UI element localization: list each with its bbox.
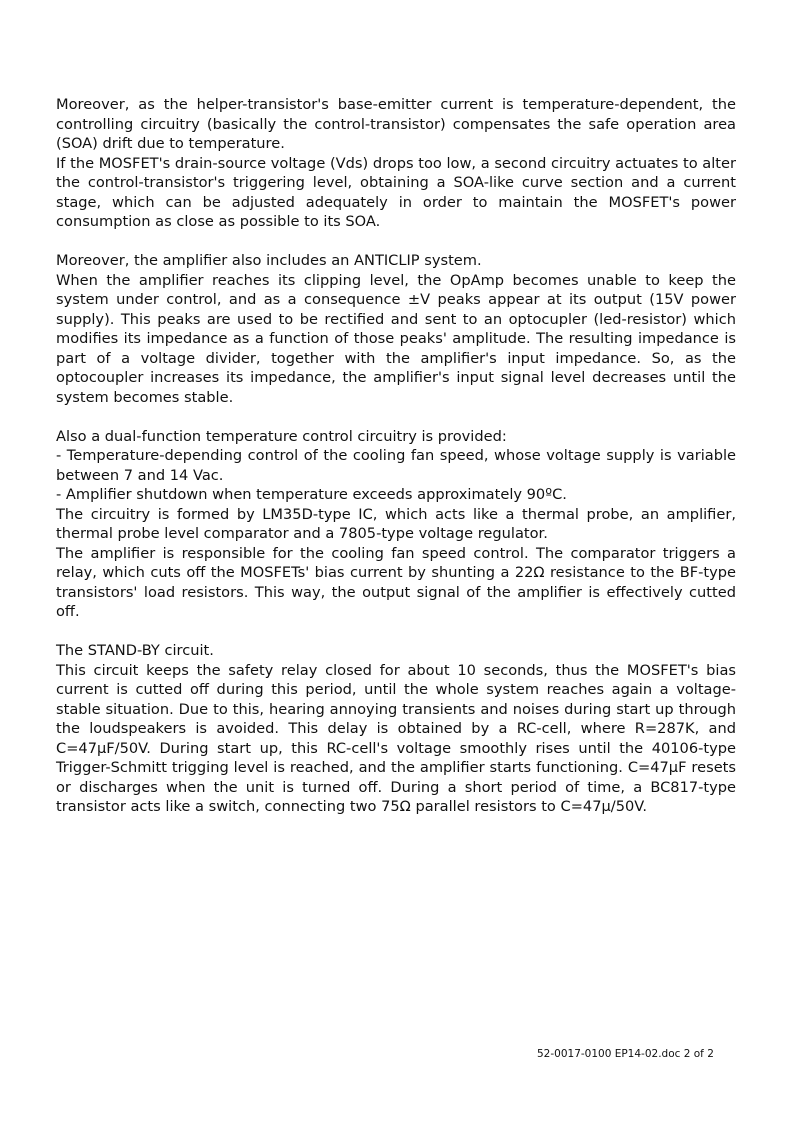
paragraph: Moreover, as the helper-transistor's base-emitter current is temperature-dependent, the controlling circuitry (basically the control-transistor) compensates the safe operation area (SOA) drift due to temperature. [56,96,736,152]
document-body [56,95,736,817]
paragraph: The amplifier is responsible for the cooling fan speed control. The comparator triggers a relay, which cuts off the MOSFETs' bias current by shunting a 22Ω resistance to the BF-type transistors' load resistors. This way, the output signal of the amplifier is effectively cutted off. [56,544,736,620]
paragraph: The STAND-BY circuit. [56,642,214,659]
paragraph: Moreover, the amplifier also includes an ANTICLIP system. [56,252,482,269]
paragraph: When the amplifier reaches its clipping level, the OpAmp becomes unable to keep the system under control, and as a consequence ±V peaks appear at its output (15V power supply). This peaks are used to be rectified and sent to an optocupler (led-resistor) which modifies its impedance as a function of those peaks' amplitude. The resulting impedance is part of a voltage divider, together with the amplifier's input impedance. So, as the optocoupler increases its impedance, the amplifier's input signal level decreases until the system becomes stable. [56,271,736,406]
paragraph: - Amplifier shutdown when temperature exceeds approximately 90ºC. [56,486,567,503]
page-footer: 52-0017-0100 EP14-02.doc 2 of 2 [537,1048,714,1060]
paragraph: - Temperature-depending control of the cooling fan speed, whose voltage supply is variable between 7 and 14 Vac. [56,447,736,484]
paragraph: Also a dual-function temperature control circuitry is provided: [56,427,507,445]
anticlip-section [56,251,736,407]
standby-section [56,641,736,817]
paragraph: If the MOSFET's drain-source voltage (Vds) drops too low, a second circuitry actuates to alter the control-transistor's triggering level, obtaining a SOA-like curve section and a current stage, which can be adjusted adequately in order to maintain the MOSFET's power consumption as close as possible to its SOA. [56,154,736,230]
paragraph: The circuitry is formed by LM35D-type IC, which acts like a thermal probe, an amplifier, thermal probe level comparator and a 7805-type voltage regulator. [56,505,736,542]
paragraph: This circuit keeps the safety relay closed for about 10 seconds, thus the MOSFET's bias current is cutted off during this period, until the whole system reaches again a voltage-stable situation. Due to this, hearing annoying transients and noises during start up through the loudspeakers is avoided. This delay is obtained by a RC-cell, where R=287K, and C=47µF/50V. During start up, this RC-cell's voltage smoothly rises until the 40106-type Trigger-Schmitt trigging level is reached, and the amplifier starts functioning. C=47µF resets or discharges when the unit is turned off. During a short period of time, a BC817-type transistor acts like a switch, connecting two 75Ω parallel resistors to C=47µ/50V. [56,661,736,815]
temperature-control-section [56,427,736,622]
soa-section [56,95,736,232]
